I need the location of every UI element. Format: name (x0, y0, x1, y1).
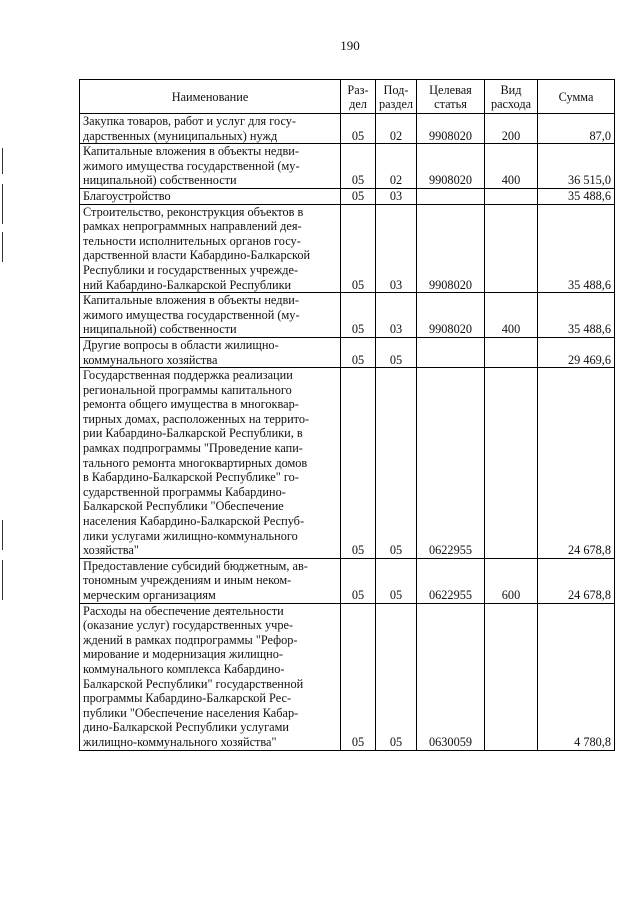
row-amount: 4 780,8 (538, 603, 615, 750)
page-number: 190 (340, 38, 360, 53)
row-section: 05 (341, 368, 376, 559)
row-name: Капитальные вложения в объекты недви- жимого имущества государственной (му- ниципальной) собственности (80, 144, 341, 189)
row-expense-type (485, 603, 538, 750)
table-row (80, 114, 615, 144)
row-subsection: 02 (376, 144, 417, 189)
table-header-row (80, 80, 615, 114)
header-target-article: Целевая статья (417, 80, 485, 114)
row-target-article: 0630059 (417, 603, 485, 750)
row-amount: 35 488,6 (538, 204, 615, 293)
row-target-article: 0622955 (417, 558, 485, 603)
row-name: Другие вопросы в области жилищно- коммунального хозяйства (80, 337, 341, 367)
row-subsection: 05 (376, 558, 417, 603)
row-section: 05 (341, 603, 376, 750)
margin-mark (2, 560, 3, 600)
margin-mark (2, 184, 3, 224)
row-amount: 24 678,8 (538, 558, 615, 603)
row-subsection: 02 (376, 114, 417, 144)
row-subsection: 03 (376, 293, 417, 338)
header-name: Наименование (80, 80, 341, 114)
table-row (80, 603, 615, 750)
table-row (80, 558, 615, 603)
row-amount: 36 515,0 (538, 144, 615, 189)
row-expense-type (485, 204, 538, 293)
row-section: 05 (341, 204, 376, 293)
header-section: Раз- дел (341, 80, 376, 114)
header-expense-type: Вид расхода (485, 80, 538, 114)
row-section: 05 (341, 188, 376, 204)
header-subsection: Под- раздел (376, 80, 417, 114)
table-row (80, 368, 615, 559)
row-expense-type (485, 188, 538, 204)
row-name: Капитальные вложения в объекты недви- жимого имущества государственной (му- ниципальной) собственности (80, 293, 341, 338)
row-subsection: 05 (376, 603, 417, 750)
row-amount: 35 488,6 (538, 293, 615, 338)
row-section: 05 (341, 337, 376, 367)
row-target-article: 0622955 (417, 368, 485, 559)
row-expense-type (485, 337, 538, 367)
row-name: Расходы на обеспечение деятельности (оказание услуг) государственных учре- ждений в рамках подпрограммы "Рефор- мирование и модернизация жилищно- коммунального комплекса Кабардино- Балкарской Республики" государственной программы Кабардино-Балкарской Рес- публики "Обеспечение населения Кабар- дино-Балкарской Республики услугами жилищно-коммунального хозяйства" (80, 603, 341, 750)
row-subsection: 05 (376, 368, 417, 559)
row-target-article: 9908020 (417, 114, 485, 144)
row-name: Строительство, реконструкция объектов в рамках непрограммных направлений дея- тельности исполнительных органов госу- дарственной власти Кабардино-Балкарской Республики и государственных учрежде- ний Кабардино-Балкарской Республики (80, 204, 341, 293)
row-section: 05 (341, 293, 376, 338)
row-subsection: 03 (376, 204, 417, 293)
row-amount: 35 488,6 (538, 188, 615, 204)
row-expense-type: 400 (485, 144, 538, 189)
table-row (80, 144, 615, 189)
table-row (80, 293, 615, 338)
row-section: 05 (341, 558, 376, 603)
row-amount: 29 469,6 (538, 337, 615, 367)
table-row (80, 204, 615, 293)
row-subsection: 05 (376, 337, 417, 367)
table-row (80, 188, 615, 204)
row-target-article (417, 188, 485, 204)
row-amount: 24 678,8 (538, 368, 615, 559)
row-expense-type: 200 (485, 114, 538, 144)
table-row (80, 337, 615, 367)
row-expense-type: 400 (485, 293, 538, 338)
row-expense-type: 600 (485, 558, 538, 603)
row-target-article: 9908020 (417, 144, 485, 189)
row-name: Закупка товаров, работ и услуг для госу- дарственных (муниципальных) нужд (80, 114, 341, 144)
row-subsection: 03 (376, 188, 417, 204)
row-amount: 87,0 (538, 114, 615, 144)
row-target-article (417, 337, 485, 367)
margin-mark (2, 520, 3, 550)
margin-mark (2, 148, 3, 174)
row-name: Благоустройство (80, 188, 341, 204)
row-target-article: 9908020 (417, 293, 485, 338)
row-expense-type (485, 368, 538, 559)
row-section: 05 (341, 144, 376, 189)
margin-mark (2, 232, 3, 262)
row-target-article: 9908020 (417, 204, 485, 293)
budget-table (79, 79, 615, 751)
header-amount: Сумма (538, 80, 615, 114)
row-name: Предоставление субсидий бюджетным, ав- тономным учреждениям и иным неком- мерческим организациям (80, 558, 341, 603)
row-section: 05 (341, 114, 376, 144)
row-name: Государственная поддержка реализации региональной программы капитального ремонта общего имущества в многоквар- тирных домах, расположенных на террито- рии Кабардино-Балкарской Республики, в рамках подпрограммы "Проведение капи- тального ремонта многоквартирных домов в Кабардино-Балкарской Республике" го- сударственной программы Кабардино- Балкарской Республики "Обеспечение населения Кабардино-Балкарской Респуб- лики услугами жилищно-коммунального хозяйства" (80, 368, 341, 559)
